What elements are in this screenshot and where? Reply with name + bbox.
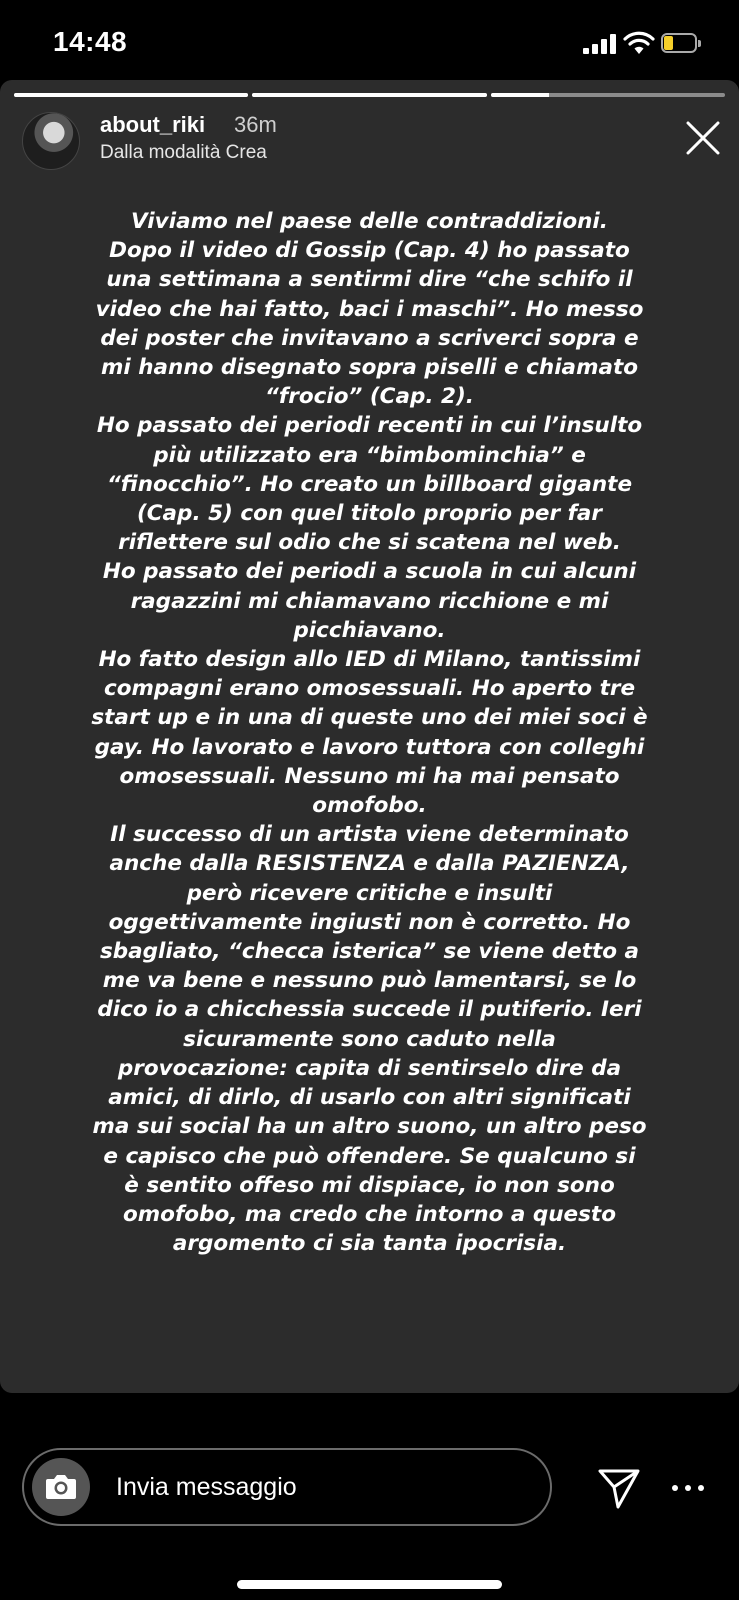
story-text-line: sbagliato, “checca isterica” se viene detto a <box>99 939 640 965</box>
story-text-line: me va bene e nessuno può lamentarsi, se lo <box>102 968 637 994</box>
story-text-line: ragazzini mi chiamavano ricchione e mi <box>130 588 609 614</box>
status-time: 14:48 <box>53 26 128 57</box>
story-text-line: dico io a chicchessia succede il putiferio. Ieri <box>97 997 642 1023</box>
story-text <box>50 207 689 1258</box>
message-input[interactable] <box>22 1448 552 1526</box>
story-text-line: argomento ci sia tanta ipocrisia. <box>172 1231 567 1257</box>
story-text-line: Il successo di un artista viene determinato <box>110 822 629 848</box>
story-text-line: gay. Ho lavorato e lavoro tuttora con colleghi <box>94 734 645 760</box>
story-text-line: omofobo. <box>312 793 427 819</box>
story-text-line: dei poster che invitavano a scriverci sopra e <box>100 325 639 351</box>
home-indicator[interactable] <box>237 1580 502 1589</box>
username[interactable]: about_riki <box>100 112 206 137</box>
story-text-line: start up e in una di queste uno dei miei soci è <box>91 705 648 731</box>
status-bar <box>0 0 739 80</box>
close-icon[interactable] <box>683 118 723 158</box>
signal-icon <box>583 34 617 54</box>
story-text-line: Dopo il video di Gossip (Cap. 4) ho passato <box>109 238 630 264</box>
story-text-line: video che hai fatto, baci i maschi”. Ho messo <box>95 296 644 322</box>
more-icon[interactable] <box>671 1471 705 1505</box>
progress-segment <box>14 93 248 97</box>
story-text-line: anche dalla RESISTENZA e dalla PAZIENZA, <box>109 851 630 877</box>
story-text-line: sicuramente sono caduto nella <box>183 1026 556 1052</box>
story-text-line: ma sui social ha un altro suono, un altro peso <box>92 1114 647 1140</box>
progress-segment <box>252 93 486 97</box>
story-text-line: però ricevere critiche e insulti <box>186 880 553 906</box>
story-text-line: amici, di dirlo, di usarlo con altri significati <box>108 1085 631 1111</box>
story-text-line: “finocchio”. Ho creato un billboard gigante <box>106 471 633 497</box>
story-progress-bars <box>14 93 725 97</box>
story-text-line: una settimana a sentirmi dire “che schifo il <box>106 267 633 293</box>
story-text-line: è sentito offeso mi dispiace, io non sono <box>124 1172 615 1198</box>
story-text-line: mi hanno disegnato sopra piselli e chiamato <box>100 355 639 381</box>
story-text-line: (Cap. 5) con quel titolo proprio per far <box>136 501 603 527</box>
send-icon[interactable] <box>597 1466 641 1510</box>
story-time-ago: 36m <box>234 112 277 137</box>
camera-icon <box>32 1458 90 1516</box>
story-text-line: oggettivamente ingiusti non è corretto. Ho <box>108 909 631 935</box>
story-text-line: “frocio” (Cap. 2). <box>265 384 474 410</box>
story-text-line: picchiavano. <box>293 617 446 643</box>
wifi-icon <box>623 30 655 56</box>
story-text-line: provocazione: capita di sentirselo dire da <box>117 1055 622 1081</box>
story-card[interactable] <box>0 80 739 1393</box>
progress-segment <box>491 93 725 97</box>
story-text-line: Viviamo nel paese delle contraddizioni. <box>131 209 608 234</box>
story-subtitle[interactable]: Dalla modalità Crea <box>100 142 267 163</box>
story-text-line: Ho passato dei periodi recenti in cui l’insulto <box>96 413 643 439</box>
story-text-line: omosessuali. Nessuno mi ha mai pensato <box>119 763 620 789</box>
story-text-line: e capisco che può offendere. Se qualcuno si <box>103 1143 636 1169</box>
camera-button[interactable] <box>32 1458 90 1516</box>
avatar[interactable] <box>22 112 80 170</box>
story-text-line: più utilizzato era “bimbominchia” e <box>153 442 586 468</box>
story-text-line: riflettere sul odio che si scatena nel web. <box>118 530 621 556</box>
story-text-line: omofobo, ma credo che intorno a questo <box>123 1201 616 1227</box>
battery-icon <box>661 33 703 55</box>
story-text-line: Ho fatto design allo IED di Milano, tantissimi <box>98 647 641 673</box>
story-text-line: Ho passato dei periodi a scuola in cui alcuni <box>102 559 637 585</box>
message-placeholder: Invia messaggio <box>116 1473 297 1501</box>
reply-bar <box>0 1393 739 1600</box>
story-text-line: compagni erano omosessuali. Ho aperto tre <box>103 676 636 702</box>
